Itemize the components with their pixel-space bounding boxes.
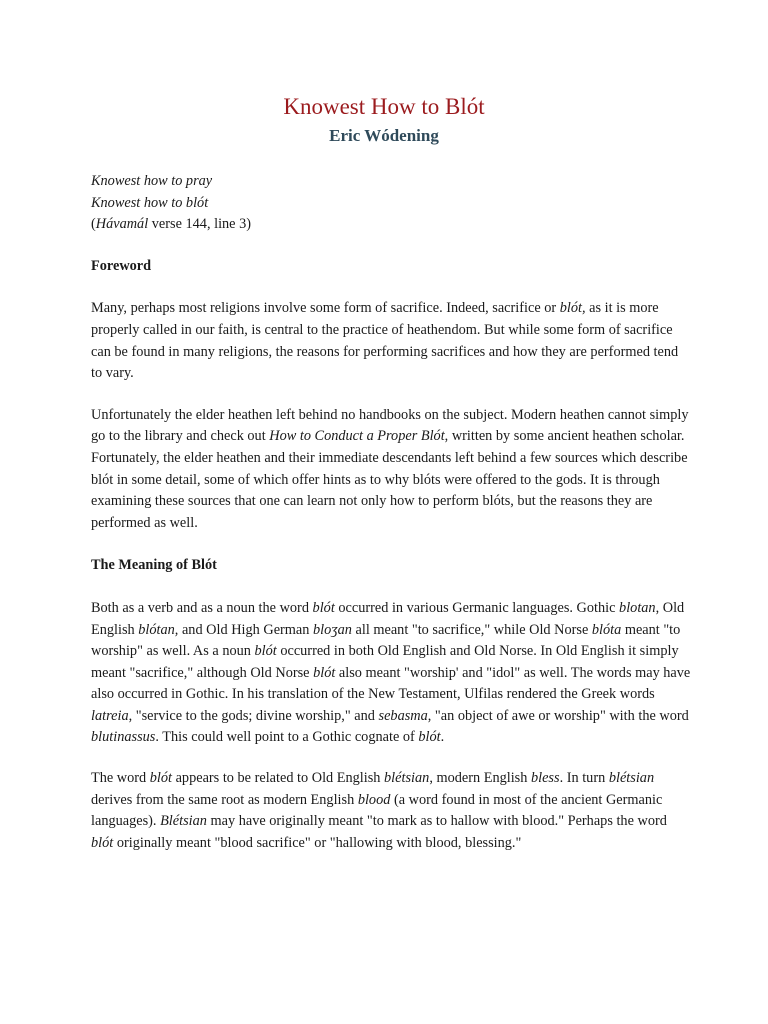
text-run: derives from the same root as modern English — [91, 791, 358, 808]
text-run: Unfortunately the elder heathen left behind no handbooks on the subject. Modern heathen cannot simply go to the library and check out — [91, 406, 689, 445]
text-run: , written by some ancient heathen scholar. Fortunately, the elder heathen and their immediate descendants left behind a few sources which describe blót in some detail, some of which offer hints as to why blóts were offered to the gods. It is through examining these sources that one can learn not only how to perform blóts, but the reasons they are performed as well. — [91, 428, 688, 531]
italic-run: latreia — [91, 707, 129, 724]
epigraph-line-2-text: Knowest how to blót — [91, 194, 209, 211]
italic-run: blutinassus — [91, 729, 156, 746]
section-heading-foreword: Foreword — [91, 257, 152, 274]
italic-run: blood — [357, 791, 391, 808]
italic-run: bloʒan — [313, 621, 352, 638]
epigraph-line-1 — [91, 171, 691, 193]
italic-run: blotan — [619, 599, 656, 616]
italic-run: blót — [254, 643, 277, 660]
text-run: Both as a verb and as a noun the word — [91, 599, 313, 616]
italic-run: blót — [149, 770, 173, 787]
italic-run: blót — [91, 834, 114, 851]
foreword-paragraph-2 — [91, 405, 691, 535]
italic-run: How to Conduct a Proper Blót — [269, 428, 445, 445]
meaning-paragraph-1 — [91, 598, 691, 749]
text-run: and Old High German — [178, 621, 313, 638]
italic-run: blót — [312, 599, 335, 616]
text-run: meant "to worship" as well. As a noun — [91, 621, 681, 660]
epigraph-line-1-text: Knowest how to pray — [91, 173, 213, 189]
epigraph-citation — [91, 214, 691, 236]
text-run: as it is more properly called in our faith, is central to the practice of heathendom. But while some form of sacrifice can be found in many religions, the reasons for performing sacrifices and how they are performed tend to vary. — [91, 300, 679, 382]
meaning-paragraph-2 — [91, 768, 691, 854]
italic-run: blót — [313, 664, 336, 681]
text-run: (a word found in most of the ancient Germanic languages). — [91, 791, 663, 830]
text-run: , "an object of awe or worship" with the word — [427, 707, 689, 724]
citation-open: ( — [91, 216, 96, 233]
text-run: , "service to the gods; divine worship," and — [128, 707, 379, 724]
document-author: Eric Wódening — [329, 126, 439, 145]
epigraph-line-2 — [91, 193, 691, 215]
text-run: The word — [91, 770, 150, 787]
text-run: . In turn — [559, 770, 609, 787]
text-run: , Old English — [91, 599, 685, 638]
citation-work: Hávamál — [95, 216, 149, 233]
text-run: appears to be related to Old English — [172, 770, 385, 787]
text-run: , modern English — [429, 770, 531, 787]
italic-run: blót — [418, 729, 441, 746]
italic-run: sebasma — [378, 707, 428, 724]
text-run: . — [440, 729, 445, 746]
text-run: may have originally meant "to mark as to hallow with blood." Perhaps the word — [206, 813, 667, 830]
text-run: occurred in both Old English and Old Norse. In Old English it simply meant "sacrifice," although Old Norse — [91, 643, 679, 681]
document-title: Knowest How to Blót — [283, 94, 485, 119]
italic-run: blétsian — [384, 770, 430, 787]
document-body — [91, 171, 691, 854]
italic-run: Blétsian — [160, 813, 207, 830]
foreword-paragraph-1 — [91, 298, 691, 384]
text-run: all meant "to sacrifice," while Old Norse — [351, 621, 592, 638]
text-run: occurred in various Germanic languages. Gothic — [334, 599, 620, 616]
section-heading-meaning: The Meaning of Blót — [91, 557, 217, 574]
text-run: . This could well point to a Gothic cognate of — [155, 729, 419, 746]
italic-run: blétsian — [608, 770, 655, 787]
italic-run: blótan, — [138, 621, 179, 638]
epigraph — [91, 171, 691, 236]
italic-run: blóta — [591, 621, 622, 638]
text-run: originally meant "blood sacrifice" or "hallowing with blood, blessing." — [113, 834, 522, 851]
citation-rest: verse 144, line 3) — [148, 216, 252, 233]
text-run: also meant "worship' and "idol" as well. The words may have also occurred in Gothic. In his translation of the New Testament, Ulfilas rendered the Greek words — [91, 664, 691, 703]
italic-run: bless — [530, 770, 560, 787]
italic-run: blót, — [559, 300, 586, 317]
text-run: Many, perhaps most religions involve some form of sacrifice. Indeed, sacrifice or — [91, 300, 560, 317]
